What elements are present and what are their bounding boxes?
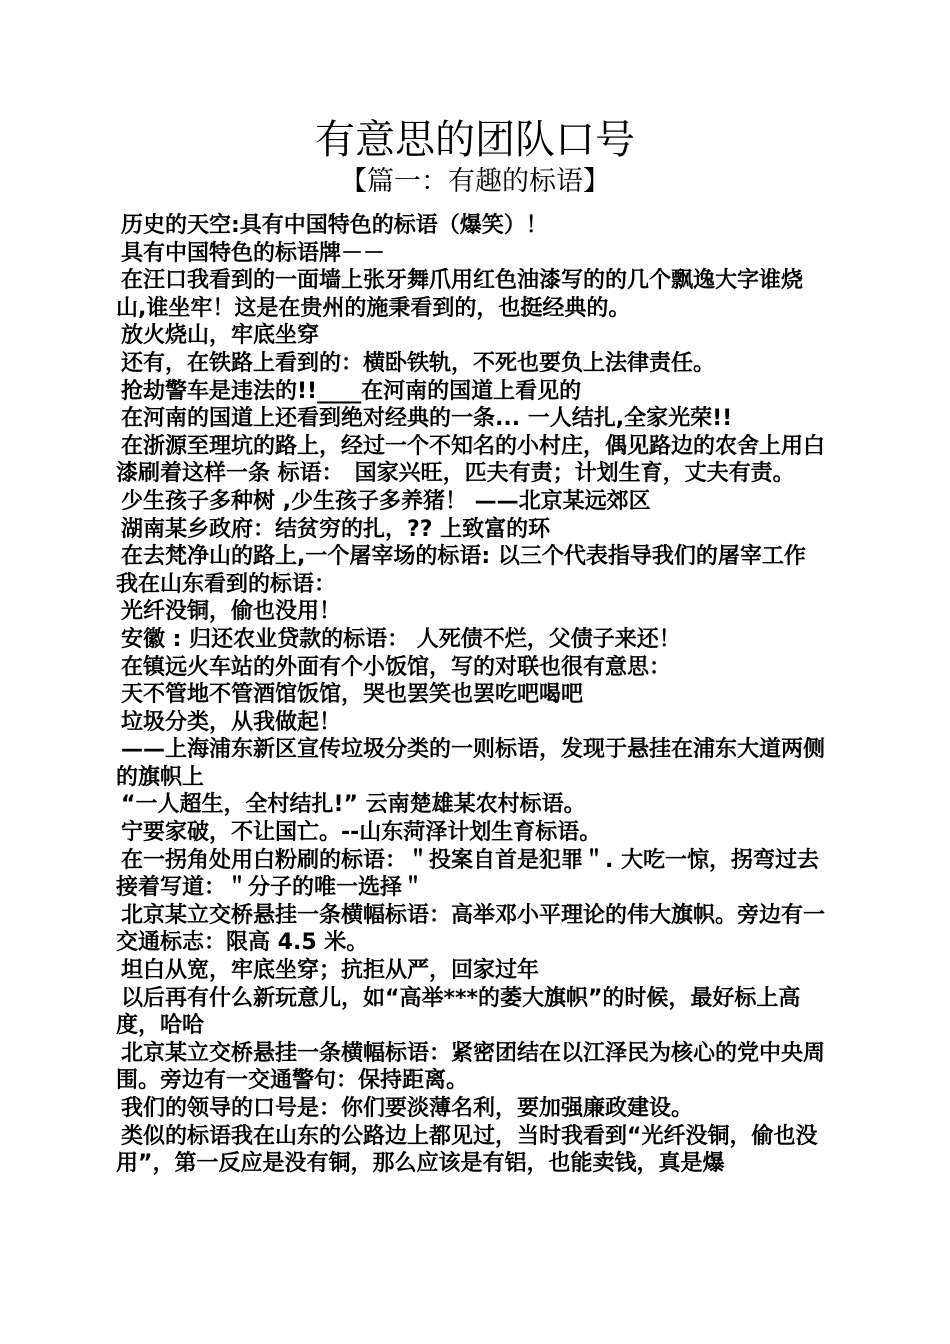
- paragraph: 安徽 : 归还农业贷款的标语： 人死债不烂，父债子来还！: [121, 626, 681, 652]
- paragraph: 历史的天空:具有中国特色的标语（爆笑）！: [121, 213, 548, 238]
- document-subtitle: 【篇一：有趣的标语】: [340, 166, 610, 197]
- paragraph: 垃圾分类，从我做起！: [121, 709, 342, 735]
- paragraph: 以后再有什么新玩意儿，如“高举***的萎大旗帜”的时候，最好标上高度，哈哈: [116, 985, 801, 1039]
- paragraph: 湖南某乡政府：结贫穷的扎，?? 上致富的环: [121, 516, 551, 542]
- paragraph: 北京某立交桥悬挂一条横幅标语：紧密团结在以江泽民为核心的党中央周围。旁边有一交通警句：保持距离。: [116, 1040, 826, 1094]
- paragraph: 北京某立交桥悬挂一条横幅标语：高举邓小平理论的伟大旗帜。旁边有一交通标志：限高 4.5 米。: [116, 902, 826, 956]
- paragraph: 类似的标语我在山东的公路边上都见过，当时我看到“光纤没铜，偷也没用”，第一反应是没有铜，那么应该是有铝，也能卖钱，真是爆: [116, 1123, 818, 1177]
- paragraph: 还有，在铁路上看到的：横卧铁轨，不死也要负上法律责任。: [121, 350, 716, 376]
- paragraph: 在河南的国道上还看到绝对经典的一条... 一人结扎,全家光荣!!: [121, 406, 733, 432]
- paragraph: 在浙源至理坑的路上，经过一个不知名的小村庄，偶见路边的农舍上用白漆刷着这样一条 标语： 国家兴旺，匹夫有责；计划生育，丈夫有责。: [116, 433, 826, 487]
- paragraph: 宁要家破，不让国亡。--山东菏泽计划生育标语。: [121, 820, 602, 846]
- paragraph: 放火烧山，牢底坐穿: [121, 323, 320, 349]
- paragraph: 坦白从宽，牢底坐穿；抗拒从严，回家过年: [121, 958, 540, 984]
- paragraph: “一人超生，全村结扎!” 云南楚雄某农村标语。: [121, 792, 586, 818]
- paragraph: 抢劫警车是违法的!!____在河南的国道上看见的: [121, 378, 582, 404]
- paragraph: 光纤没铜，偷也没用！: [121, 599, 342, 625]
- document-body: [116, 212, 832, 1178]
- paragraph: 在一拐角处用白粉刷的标语：＂投案自首是犯罪＂. 大吃一惊，拐弯过去接着写道：＂分子的唯一选择＂: [116, 847, 820, 901]
- paragraph: 天不管地不管酒馆饭馆，哭也罢笑也罢吃吧喝吧: [121, 682, 584, 708]
- paragraph: 在汪口我看到的一面墙上张牙舞爪用红色油漆写的的几个飘逸大字谁烧山,谁坐牢！这是在贵州的施秉看到的，也挺经典的。: [116, 268, 804, 321]
- document-title: 有意思的团队口号: [315, 117, 635, 163]
- paragraph: 在去梵净山的路上,一个屠宰场的标语: 以三个代表指导我们的屠宰工作 我在山东看到的标语：: [116, 544, 806, 597]
- paragraph: ——上海浦东新区宣传垃圾分类的一则标语，发现于悬挂在浦东大道两侧的旗帜上: [116, 737, 826, 790]
- paragraph: 具有中国特色的标语牌－－: [121, 240, 386, 266]
- paragraph: 在镇远火车站的外面有个小饭馆，写的对联也很有意思：: [121, 654, 672, 680]
- paragraph: 我们的领导的口号是：你们要淡薄名利，要加强廉政建设。: [121, 1096, 694, 1121]
- paragraph: 少生孩子多种树 ,少生孩子多养猪！ ——北京某远郊区: [121, 488, 651, 514]
